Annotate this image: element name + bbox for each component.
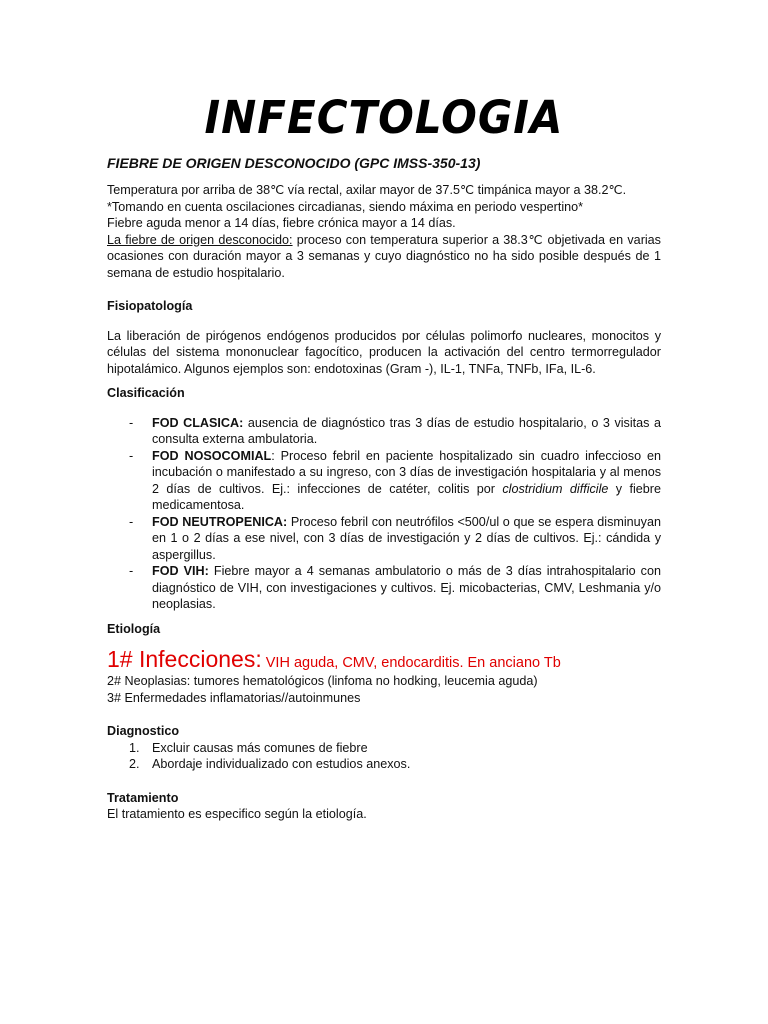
item-label: FOD NOSOCOMIAL	[152, 448, 272, 463]
clasificacion-list	[107, 415, 661, 613]
item-label: FOD CLASICA:	[152, 415, 244, 430]
document-title: INFECTOLOGIA	[204, 91, 564, 144]
intro-line-3: Fiebre aguda menor a 14 días, fiebre crónica mayor a 14 días.	[107, 216, 456, 230]
item-text: Proceso febril con neutrófilos <500/ul o que se espera disminuyan en 1 o 2 días a ese nivel, con 3 días de investigación y 2 días de cultivos. Ej.: cándida y aspergillus.	[152, 514, 661, 562]
tratamiento-text: El tratamiento es especifico según la etiología.	[107, 807, 367, 821]
fisiopatologia-text: La liberación de pirógenos endógenos producidos por células polimorfo nucleares, monocitos y células del sistema mononuclear fagocítico, producen la activación del centro termorregulador hipotalámico. Algunos ejemplos son: endotoxinas (Gram -), IL-1, TNFa, TNFb, IFa, IL-6.	[107, 328, 661, 376]
list-item-fod-vih	[107, 563, 661, 613]
dash-bullet: -	[129, 448, 134, 463]
heading-clasificacion: Clasificación	[107, 386, 185, 400]
item-text: ausencia de diagnóstico tras 3 días de estudio hospitalario, o 3 visitas a consulta externa ambulatoria.	[152, 415, 661, 446]
etiologia-infecciones	[107, 645, 661, 673]
item-text: : Proceso febril en paciente hospitalizado sin cuadro infeccioso en incubación o manifestado a su ingreso, con 3 días de investigación hospitalaria y al menos 2 días de cultivos. Ej.: infecciones de catéter, colitis por	[152, 448, 661, 496]
list-item	[107, 756, 661, 773]
etiologia-infecciones-label: 1# Infecciones:	[107, 646, 262, 672]
heading-diagnostico: Diagnostico	[107, 724, 180, 738]
list-item	[107, 740, 661, 757]
etiologia-inflamatorias: 3# Enfermedades inflamatorias//autoinmunes	[107, 690, 361, 705]
list-number: 2.	[129, 757, 140, 771]
etiologia-infecciones-text: VIH aguda, CMV, endocarditis. En anciano Tb	[261, 655, 561, 671]
definition-label: La fiebre de origen desconocido:	[107, 232, 293, 247]
intro-line-1: Temperatura por arriba de 38℃ vía rectal, axilar mayor de 37.5℃ timpánica mayor a 38.2℃.	[107, 183, 627, 197]
definition-text: proceso con temperatura superior a 38.3℃ objetivada en varias ocasiones con duración mayor a 3 semanas y cuyo diagnóstico no ha sido posible después de 1 semana de estudio hospitalario.	[107, 232, 661, 280]
item-text-after: y fiebre medicamentosa.	[152, 481, 661, 512]
dash-bullet: -	[129, 514, 134, 529]
document-subtitle: FIEBRE DE ORIGEN DESCONOCIDO (GPC IMSS-350-13)	[107, 155, 481, 171]
list-item-fod-nosocomial	[107, 448, 661, 514]
intro-line-2: *Tomando en cuenta oscilaciones circadianas, siendo máxima en periodo vespertino*	[107, 199, 584, 214]
heading-etiologia: Etiología	[107, 621, 161, 636]
heading-fisiopatologia: Fisiopatología	[107, 299, 193, 313]
list-item-text: Excluir causas más comunes de fiebre	[152, 740, 368, 755]
item-label: FOD NEUTROPENICA:	[152, 514, 288, 529]
dash-bullet: -	[129, 564, 134, 578]
item-italic: clostridium difficile	[502, 481, 609, 496]
item-text: Fiebre mayor a 4 semanas ambulatorio o más de 3 días intrahospitalario con diagnóstico de VIH, con investigaciones y cultivos. Ej. micobacterias, CMV, Leshmania y/o neoplasias.	[152, 564, 661, 611]
item-label: FOD VIH:	[152, 564, 209, 578]
heading-tratamiento: Tratamiento	[107, 790, 179, 805]
list-item-fod-clasica	[107, 415, 661, 448]
list-item-text: Abordaje individualizado con estudios anexos.	[152, 757, 411, 771]
intro-definition	[107, 232, 661, 282]
list-number: 1.	[129, 740, 140, 755]
dash-bullet: -	[129, 415, 134, 430]
list-item-fod-neutropenica	[107, 514, 661, 564]
etiologia-neoplasias: 2# Neoplasias: tumores hematológicos (linfoma no hodking, leucemia aguda)	[107, 674, 538, 688]
diagnostico-list	[107, 740, 661, 773]
document-page	[107, 92, 661, 823]
